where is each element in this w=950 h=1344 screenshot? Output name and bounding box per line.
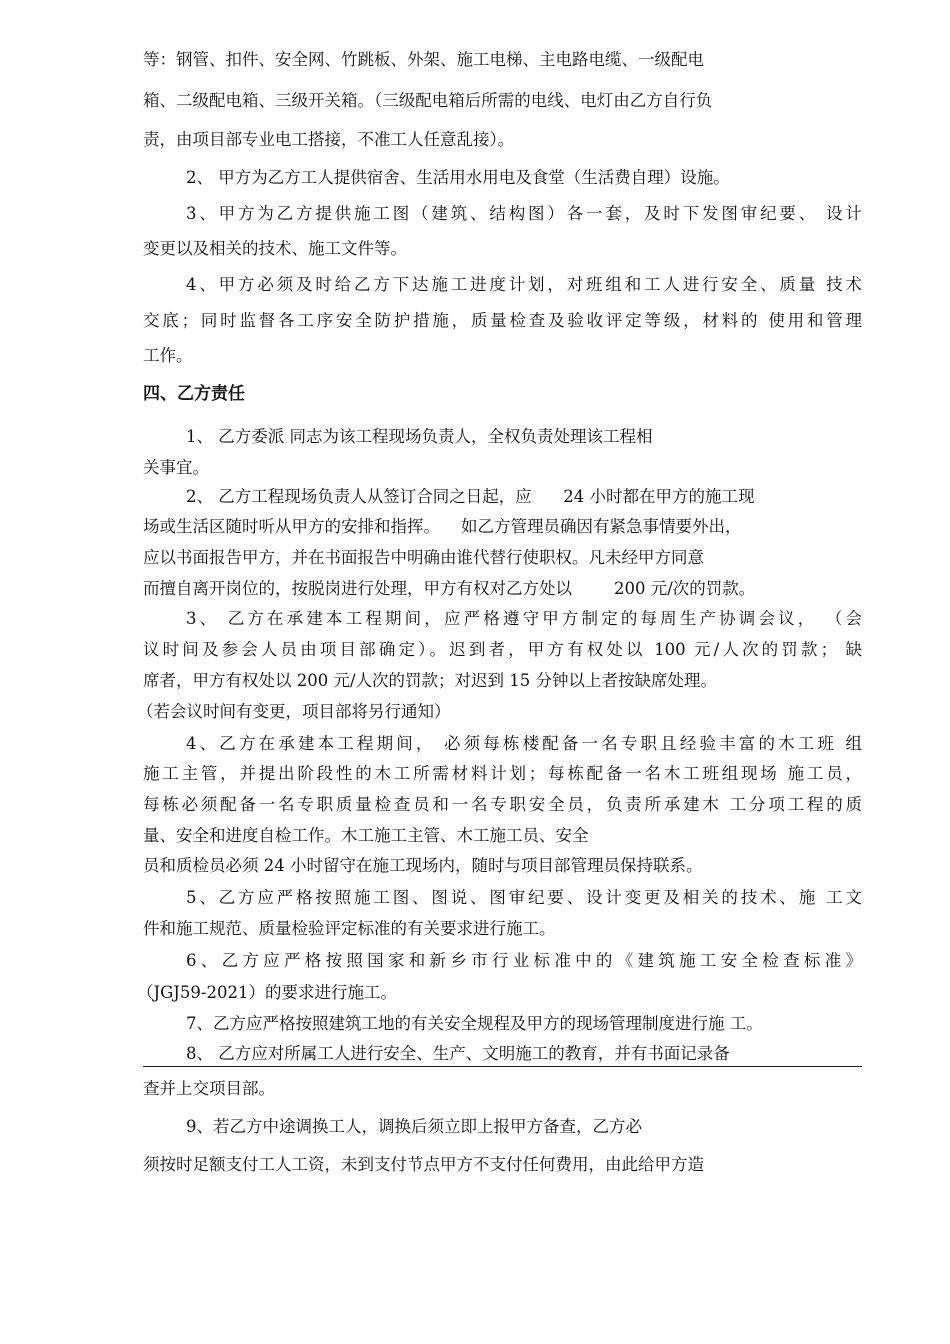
text-line: 查并上交项目部。: [143, 1079, 275, 1098]
text-line: 交底；同时监督各工序安全防护措施，质量检查及验收评定等级，材料的 使用和管理: [143, 311, 862, 330]
text-line: 须按时足额支付工人工资，未到支付节点甲方不支付任何费用，由此给甲方造: [143, 1155, 704, 1174]
text-line: 变更以及相关的技术、施工文件等。: [143, 239, 407, 258]
text-line: 1、 乙方委派 同志为该工程现场负责人，全权负责处理该工程相: [186, 427, 653, 446]
text-line: 等：钢管、扣件、安全网、竹跳板、外架、施工电梯、主电路电缆、一级配电: [143, 50, 704, 69]
text-line: 5、乙方应严格按照施工图、图说、图审纪要、设计变更及相关的技术、施 工文: [186, 888, 862, 907]
text-line: 箱、二级配电箱、三级开关箱。（三级配电箱后所需的电线、电灯由乙方自行负: [143, 91, 713, 110]
text-line: 量、安全和进度自检工作。木工施工主管、木工施工员、安全: [143, 826, 589, 845]
text-line: 件和施工规范、质量检验评定标准的有关要求进行施工。: [143, 919, 556, 938]
text-line: 工作。: [143, 346, 193, 365]
text-line: 3、甲方为乙方提供施工图（建筑、结构图）各一套，及时下发图审纪要、 设计: [186, 204, 862, 223]
section-heading: 四、乙方责任: [143, 384, 245, 404]
text-line: （JGJ59-2021）的要求进行施工。: [137, 983, 397, 1002]
text-line: 议时间及参会人员由项目部确定）。迟到者，甲方有权处以 100 元/人次的罚款； 缺: [143, 640, 862, 659]
text-line: 2、 乙方工程现场负责人从签订合同之日起，应 24 小时都在甲方的施工现: [186, 487, 755, 506]
text-line: （若会议时间有变更，项目部将另行通知）: [137, 702, 451, 721]
text-line: 每栋必须配备一名专职质量检查员和一名专职安全员，负责所承建木 工分项工程的质: [143, 795, 862, 814]
text-line: 而擅自离开岗位的，按脱岗进行处理，甲方有权对乙方处以 200 元/次的罚款。: [143, 579, 756, 598]
text-line: 责，由项目部专业电工搭接，不准工人任意乱接）。: [143, 130, 515, 149]
text-line: 应以书面报告甲方，并在书面报告中明确由谁代替行使职权。凡未经甲方同意: [143, 548, 704, 567]
horizontal-rule: [143, 1066, 862, 1067]
text-line: 3、 乙方在承建本工程期间，应严格遵守甲方制定的每周生产协调会议， （会: [186, 609, 862, 628]
text-line: 2、 甲方为乙方工人提供宿舍、生活用水用电及食堂（生活费自理）设施。: [186, 168, 730, 187]
text-line: 6、乙方应严格按照国家和新乡市行业标准中的《建筑施工安全检查标准》: [186, 951, 862, 970]
text-line: 7、乙方应严格按照建筑工地的有关安全规程及甲方的现场管理制度进行施 工。: [186, 1014, 763, 1033]
text-line: 施工主管，并提出阶段性的木工所需材料计划；每栋配备一名木工班组现场 施工员，: [143, 764, 862, 783]
text-line: 场或生活区随时听从甲方的安排和指挥。 如乙方管理员确因有紧急事情要外出，: [143, 517, 742, 536]
text-line: 关事宜。: [143, 458, 209, 477]
text-line: 9、若乙方中途调换工人，调换后须立即上报甲方备查，乙方必: [186, 1117, 642, 1136]
text-line: 4、乙方在承建本工程期间， 必须每栋楼配备一名专职且经验丰富的木工班 组: [186, 734, 862, 753]
text-line: 4、甲方必须及时给乙方下达施工进度计划，对班组和工人进行安全、质量 技术: [186, 275, 862, 294]
text-line: 8、 乙方应对所属工人进行安全、生产、文明施工的教育，并有书面记录备: [186, 1044, 730, 1063]
text-line: 员和质检员必须 24 小时留守在施工现场内，随时与项目部管理员保持联系。: [143, 856, 703, 875]
text-line: 席者，甲方有权处以 200 元/人次的罚款；对迟到 15 分钟以上者按缺席处理。: [143, 671, 718, 690]
